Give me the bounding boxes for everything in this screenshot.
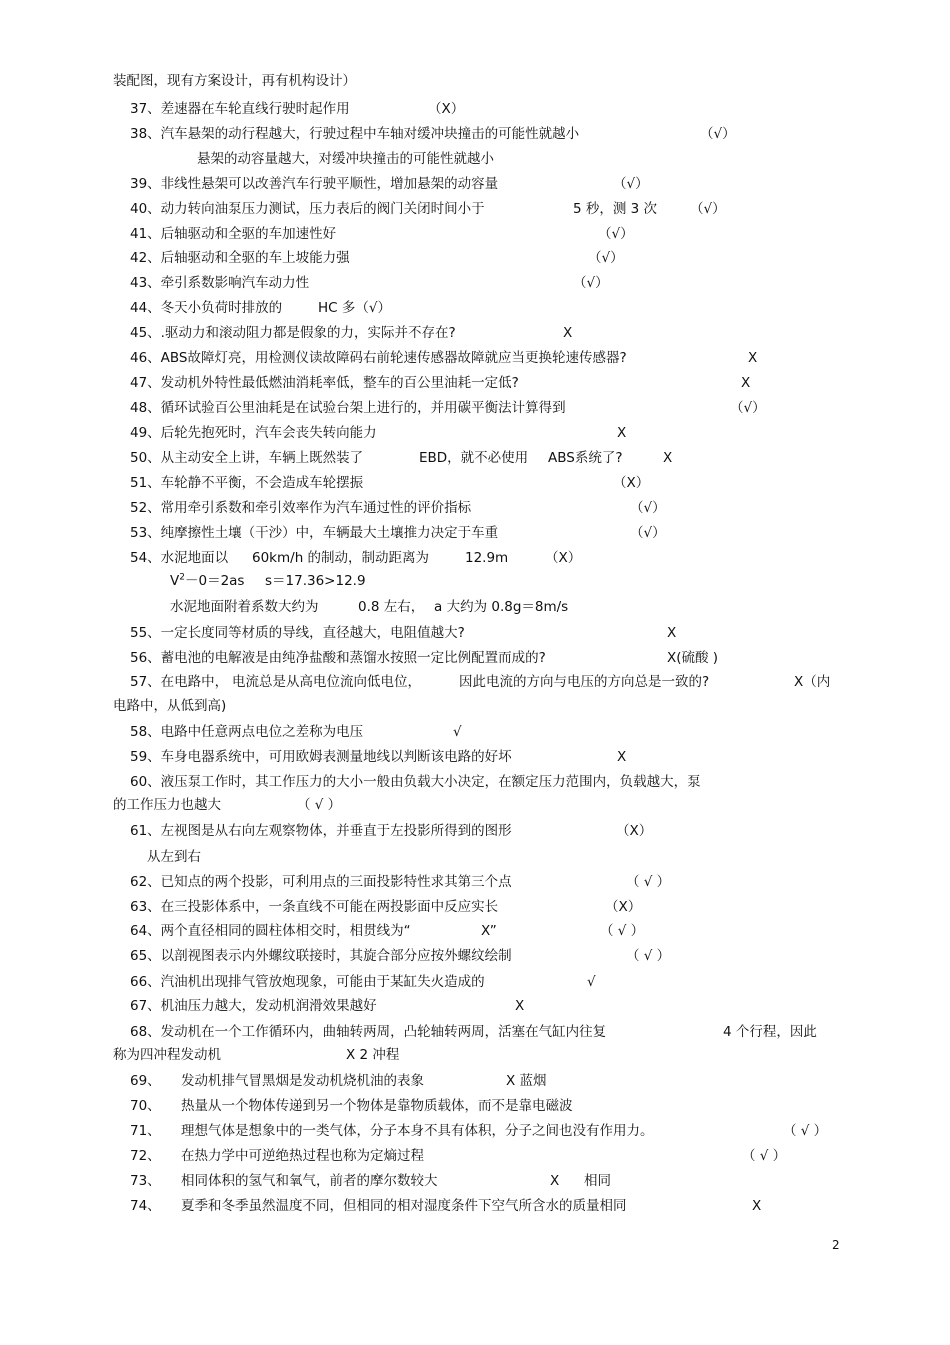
- question-65: 65、以剖视图表示内外螺纹联接时，其旋合部分应按外螺纹绘制: [130, 948, 512, 964]
- question-50-cont: EBD，就不必使用: [419, 450, 529, 466]
- answer-74: X: [752, 1198, 762, 1214]
- question-38: 38、汽车悬架的动行程越大，行驶过程中车轴对缓冲块撞击的可能性就越小: [130, 126, 580, 142]
- question-40-cont: 5 秒，测 3 次: [573, 201, 658, 217]
- question-73: 相同体积的氢气和氧气，前者的摩尔数较大: [181, 1173, 438, 1189]
- question-54-cont2: 12.9m: [465, 550, 509, 566]
- question-64-cont: X”: [481, 923, 497, 939]
- answer-46: X: [748, 350, 758, 366]
- question-60: 60、液压泵工作时，其工作压力的大小一般由负载大小决定，在额定压力范围内，负载越大，泵: [130, 774, 701, 790]
- question-64: 64、两个直径相同的圆柱体相交时，相贯线为“: [130, 923, 411, 939]
- answer-66: √: [587, 974, 596, 990]
- question-69: 发动机排气冒黑烟是发动机烧机油的表象: [181, 1073, 424, 1089]
- question-63: 63、在三投影体系中，一条直线不可能在两投影面中反应实长: [130, 899, 499, 915]
- question-41: 41、后轴驱动和全驱的车加速性好: [130, 226, 337, 242]
- answer-67: X: [515, 998, 525, 1014]
- note-61: 从左到右: [147, 849, 201, 865]
- question-60-cont: 的工作压力也越大: [113, 797, 221, 813]
- answer-62: （ √ ）: [626, 874, 671, 890]
- answer-42: （√）: [588, 250, 624, 266]
- answer-50: X: [663, 450, 673, 466]
- answer-68: X 2 冲程: [346, 1047, 400, 1063]
- question-52: 52、常用牵引系数和牵引效率作为汽车通过性的评价指标: [130, 500, 472, 516]
- question-37: 37、差速器在车轮直线行驶时起作用: [130, 101, 350, 117]
- question-72: 在热力学中可逆绝热过程也称为定熵过程: [181, 1148, 424, 1164]
- answer-72: （ √ ）: [742, 1148, 787, 1164]
- question-46: 46、ABS故障灯亮，用检测仪读故障码右前轮速传感器故障就应当更换轮速传感器?: [130, 350, 627, 366]
- question-57: 57、在电路中，: [130, 674, 229, 690]
- answer-71: （ √ ）: [783, 1123, 828, 1139]
- answer-37: （X）: [428, 101, 465, 117]
- question-66: 66、汽油机出现排气管放炮现象，可能由于某缸失火造成的: [130, 974, 485, 990]
- answer-54: （X）: [545, 550, 582, 566]
- answer-56: X(硫酸 ): [667, 650, 719, 666]
- answer-51: （X）: [613, 475, 650, 491]
- note-38: 悬架的动容量越大，对缓冲块撞击的可能性就越小: [197, 151, 494, 167]
- question-50: 50、从主动安全上讲，车辆上既然装了: [130, 450, 364, 466]
- question-68: 68、发动机在一个工作循环内，曲轴转两周，凸轮轴转两周，活塞在气缸内往复: [130, 1024, 607, 1040]
- question-51: 51、车轮静不平衡，不会造成车轮摆振: [130, 475, 364, 491]
- answer-64: （ √ ）: [600, 923, 645, 939]
- answer-49: X: [617, 425, 627, 441]
- question-58: 58、电路中任意两点电位之差称为电压: [130, 724, 364, 740]
- question-70: 热量从一个物体传递到另一个物体是靠物质载体，而不是靠电磁波: [181, 1098, 573, 1114]
- number-73: 73、: [130, 1173, 161, 1189]
- intro-line: 装配图，现有方案设计，再有机构设计）: [113, 73, 356, 89]
- number-69: 69、: [130, 1073, 161, 1089]
- question-44: 44、冬天小负荷时排放的: [130, 300, 283, 316]
- question-71: 理想气体是想象中的一类气体，分子本身不具有体积，分子之间也没有作用力。: [181, 1123, 654, 1139]
- answer-41: （√）: [598, 226, 634, 242]
- question-49: 49、后轮先抱死时，汽车会丧失转向能力: [130, 425, 377, 441]
- formula-54-result: s＝17.36>12.9: [265, 573, 366, 589]
- answer-63: （X）: [605, 899, 642, 915]
- question-47: 47、发动机外特性最低燃油消耗率低，整车的百公里油耗一定低?: [130, 375, 519, 391]
- number-72: 72、: [130, 1148, 161, 1164]
- answer-55: X: [667, 625, 677, 641]
- question-59: 59、车身电器系统中，可用欧姆表测量地线以判断该电路的好坏: [130, 749, 512, 765]
- number-74: 74、: [130, 1198, 161, 1214]
- answer-60: （ √ ）: [297, 797, 342, 813]
- question-54: 54、水泥地面以: [130, 550, 229, 566]
- note-54: 水泥地面附着系数大约为: [170, 599, 319, 615]
- question-40: 40、动力转向油泵压力测试，压力表后的阀门关闭时间小于: [130, 201, 485, 217]
- answer-40: （√）: [690, 201, 726, 217]
- answer-73-note: 相同: [584, 1173, 611, 1189]
- number-70: 70、: [130, 1098, 161, 1114]
- question-68-cont2: 称为四冲程发动机: [113, 1047, 221, 1063]
- question-44-cont: HC 多（√）: [318, 300, 391, 316]
- question-48: 48、循环试验百公里油耗是在试验台架上进行的，并用碳平衡法计算得到: [130, 400, 566, 416]
- answer-38: （√）: [700, 126, 736, 142]
- answer-39: （√）: [613, 176, 649, 192]
- answer-73: X: [550, 1173, 560, 1189]
- answer-52: （√）: [630, 500, 666, 516]
- question-62: 62、已知点的两个投影，可利用点的三面投影特性求其第三个点: [130, 874, 512, 890]
- question-50-cont2: ABS系统了?: [548, 450, 623, 466]
- answer-61: （X）: [616, 823, 653, 839]
- answer-43: （√）: [573, 275, 609, 291]
- question-68-cont: 4 个行程，因此: [723, 1024, 817, 1040]
- question-54-cont: 60km/h 的制动，制动距离为: [252, 550, 430, 566]
- answer-58: √: [453, 724, 462, 740]
- answer-45: X: [563, 325, 573, 341]
- question-55: 55、一定长度同等材质的导线，直径越大，电阻值越大?: [130, 625, 465, 641]
- question-57-cont2: 因此电流的方向与电压的方向总是一致的?: [459, 674, 710, 690]
- answer-48: （√）: [730, 400, 766, 416]
- question-43: 43、牵引系数影响汽车动力性: [130, 275, 310, 291]
- question-57-cont: 电流总是从高电位流向低电位，: [232, 674, 421, 690]
- question-74: 夏季和冬季虽然温度不同，但相同的相对湿度条件下空气所含水的质量相同: [181, 1198, 627, 1214]
- question-67: 67、机油压力越大，发动机润滑效果越好: [130, 998, 377, 1014]
- note-54-cont2: a 大约为 0.8g＝8m/s: [434, 599, 569, 615]
- question-45: 45、.驱动力和滚动阻力都是假象的力，实际并不存在?: [130, 325, 456, 341]
- question-53: 53、纯摩擦性土壤（干沙）中，车辆最大土壤推力决定于车重: [130, 525, 499, 541]
- question-56: 56、蓄电池的电解液是由纯净盐酸和蒸馏水按照一定比例配置而成的?: [130, 650, 546, 666]
- answer-53: （√）: [630, 525, 666, 541]
- question-42: 42、后轴驱动和全驱的车上坡能力强: [130, 250, 350, 266]
- note-54-cont: 0.8 左右，: [358, 599, 425, 615]
- page-number: 2: [832, 1238, 840, 1252]
- number-71: 71、: [130, 1123, 161, 1139]
- answer-69: X 蓝烟: [506, 1073, 547, 1089]
- answer-59: X: [617, 749, 627, 765]
- answer-57-cont: 电路中，从低到高): [113, 698, 227, 714]
- answer-47: X: [741, 375, 751, 391]
- question-39: 39、非线性悬架可以改善汽车行驶平顺性，增加悬架的动容量: [130, 176, 499, 192]
- answer-65: （ √ ）: [626, 948, 671, 964]
- formula-54: $V^2-0=2as$: [170, 572, 245, 589]
- question-61: 61、左视图是从右向左观察物体，并垂直于左投影所得到的图形: [130, 823, 512, 839]
- answer-57: X（内: [794, 674, 831, 690]
